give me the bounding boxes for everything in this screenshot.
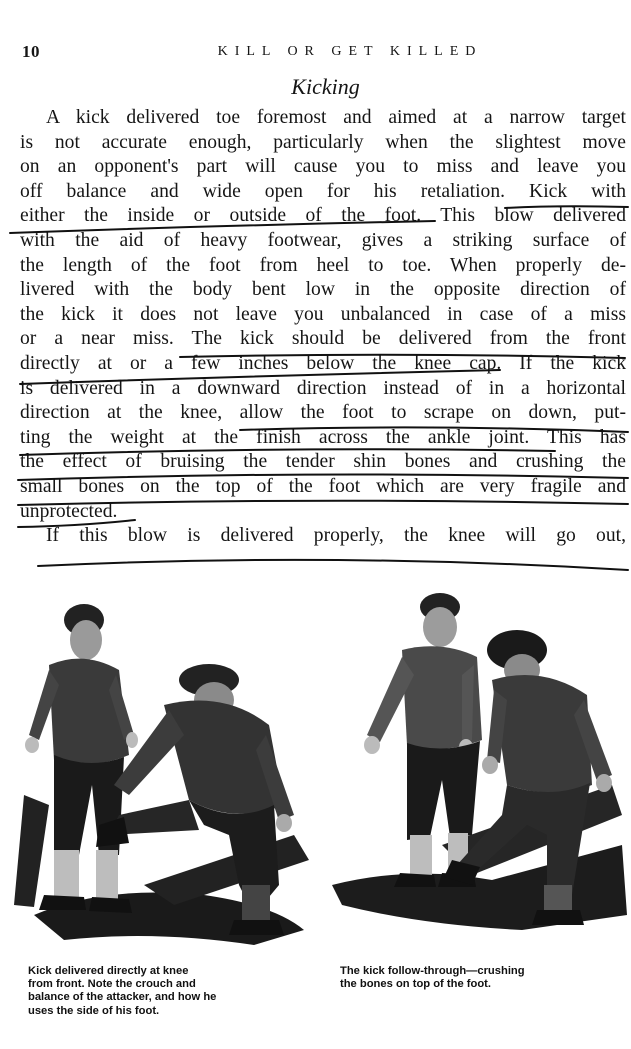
caption-line: Kick delivered directly at knee — [28, 965, 189, 977]
body-line: small bones on the top of the foot which are very fragile and — [20, 475, 626, 497]
body-line: the kick it does not leave you unbalanced in case of a miss — [20, 303, 626, 325]
body-line: If this blow is delivered properly, the knee will go out, — [46, 525, 626, 547]
photo-kick-at-knee — [4, 585, 314, 955]
photo-kick-follow-through — [322, 585, 627, 955]
body-line: A kick delivered toe foremost and aimed at a narrow target — [46, 107, 626, 128]
body-line: is not accurate enough, particularly when the slightest move — [20, 131, 626, 153]
caption-line: from front. Note the crouch and — [28, 978, 196, 991]
pen-underline — [38, 560, 628, 570]
body-line: is delivered in a downward direction instead of in a horizontal — [20, 377, 626, 399]
body-line: directly at or a few inches below the knee cap. If the kick — [20, 352, 626, 374]
page-number: 10 — [22, 42, 40, 61]
caption-line: balance of the attacker, and how he — [28, 991, 217, 1004]
body-line: the effect of bruising the tender shin bones and crushing the — [20, 451, 626, 473]
body-line: unprotected. — [20, 500, 118, 522]
body-line: ting the weight at the finish across the ankle joint. This has — [20, 426, 626, 448]
caption-line: The kick follow-through—crushing — [340, 965, 525, 977]
caption-left — [28, 965, 308, 1018]
body-line: off balance and wide open for his retaliation. Kick with — [20, 180, 626, 202]
caption-line: uses the side of his foot. — [28, 1004, 160, 1017]
running-head: KILL OR GET KILLED — [217, 44, 483, 59]
body-line: direction at the knee, allow the foot to scrape on down, put- — [20, 402, 626, 424]
section-title: Kicking — [291, 74, 360, 99]
caption-right — [340, 965, 620, 991]
body-text — [20, 106, 626, 549]
caption-line: the bones on top of the foot. — [340, 978, 492, 991]
body-line: either the inside or outside of the foot. This blow delivered — [20, 205, 626, 227]
body-line: with the aid of heavy footwear, gives a striking surface of — [20, 229, 626, 251]
body-line: livered with the body bent low in the opposite direction of — [20, 279, 626, 301]
body-line: on an opponent's part will cause you to miss and leave you — [20, 156, 626, 178]
body-line: the length of the foot from heel to toe. When properly de- — [20, 254, 626, 276]
body-line: or a near miss. The kick should be delivered from the front — [20, 328, 626, 350]
